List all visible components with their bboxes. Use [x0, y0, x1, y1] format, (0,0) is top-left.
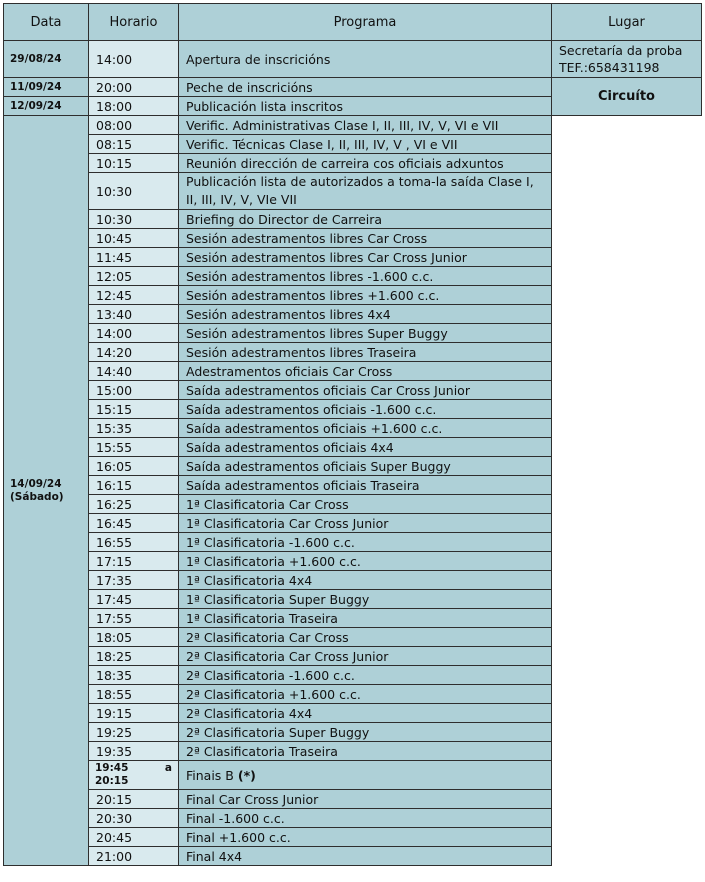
time-cell: 20:45: [89, 828, 179, 847]
time-cell: 15:55: [89, 438, 179, 457]
programa-cell: Publicación lista de autorizados a toma-la saída Clase I, II, III, IV, V, VIe VII: [179, 173, 552, 210]
programa-cell: 1ª Clasificatoria 4x4: [179, 571, 552, 590]
table-row: [4, 495, 702, 514]
programa-cell: Verific. Administrativas Clase I, II, III, IV, V, VI e VII: [179, 116, 552, 135]
schedule-table: [3, 3, 702, 866]
time-cell: 12:05: [89, 267, 179, 286]
programa-cell: 1ª Clasificatoria +1.600 c.c.: [179, 552, 552, 571]
time-cell: 16:25: [89, 495, 179, 514]
programa-cell: 1ª Clasificatoria Car Cross: [179, 495, 552, 514]
time-cell: 10:45: [89, 229, 179, 248]
secretaria-label: Secretaría da proba: [559, 43, 683, 58]
date-cell: 12/09/24: [4, 97, 89, 116]
table-row: [4, 790, 702, 809]
table-row: [4, 78, 702, 97]
saturday-date: 14/09/24: [10, 477, 62, 490]
table-row: [4, 809, 702, 828]
table-row: [4, 609, 702, 628]
date-cell: 11/09/24: [4, 78, 89, 97]
lugar-circuito: Circuíto: [552, 78, 702, 116]
table-row: [4, 286, 702, 305]
time-separator: a: [164, 762, 172, 774]
time-cell: 16:55: [89, 533, 179, 552]
table-row: [4, 438, 702, 457]
programa-cell: Final +1.600 c.c.: [179, 828, 552, 847]
table-row: [4, 704, 702, 723]
time-cell: 10:30: [89, 173, 179, 210]
time-cell: 15:35: [89, 419, 179, 438]
table-row: [4, 828, 702, 847]
header-lugar: Lugar: [552, 4, 702, 41]
programa-cell: 2ª Clasificatoria Traseira: [179, 742, 552, 761]
programa-cell: Final -1.600 c.c.: [179, 809, 552, 828]
table-row: [4, 552, 702, 571]
time-cell: 21:00: [89, 847, 179, 866]
programa-cell: Publicación lista inscritos: [179, 97, 552, 116]
table-row: [4, 476, 702, 495]
programa-cell: 1ª Clasificatoria Super Buggy: [179, 590, 552, 609]
table-row: [4, 41, 702, 78]
table-row: [4, 343, 702, 362]
time-cell: 10:30: [89, 210, 179, 229]
table-row: [4, 533, 702, 552]
time-cell: 13:40: [89, 305, 179, 324]
programa-cell: Sesión adestramentos libres Traseira: [179, 343, 552, 362]
programa-cell: Sesión adestramentos libres 4x4: [179, 305, 552, 324]
table-row: [4, 154, 702, 173]
time-cell: 20:00: [89, 78, 179, 97]
time-cell: 14:00: [89, 324, 179, 343]
table-row: [4, 571, 702, 590]
finais-b-label: Finais B: [186, 767, 234, 783]
table-row: [4, 324, 702, 343]
programa-cell: [179, 761, 552, 790]
table-row: [4, 381, 702, 400]
time-cell: 16:05: [89, 457, 179, 476]
programa-cell: 1ª Clasificatoria -1.600 c.c.: [179, 533, 552, 552]
table-row: [4, 248, 702, 267]
time-cell: 17:35: [89, 571, 179, 590]
table-row: [4, 267, 702, 286]
table-row: [4, 457, 702, 476]
table-row: [4, 590, 702, 609]
programa-cell: Sesión adestramentos libres Super Buggy: [179, 324, 552, 343]
time-cell: 16:45: [89, 514, 179, 533]
table-row: [4, 116, 702, 135]
time-cell: 20:30: [89, 809, 179, 828]
programa-cell: 1ª Clasificatoria Traseira: [179, 609, 552, 628]
time-cell: 19:15: [89, 704, 179, 723]
header-row: [4, 4, 702, 41]
time-cell: 17:55: [89, 609, 179, 628]
time-cell: 17:45: [89, 590, 179, 609]
time-cell: 14:00: [89, 41, 179, 78]
programa-cell: Saída adestramentos oficiais 4x4: [179, 438, 552, 457]
time-cell: 18:55: [89, 685, 179, 704]
time-to: 20:15: [95, 775, 129, 787]
programa-cell: Peche de inscricións: [179, 78, 552, 97]
table-row: [4, 400, 702, 419]
date-cell: 29/08/24: [4, 41, 89, 78]
programa-cell: Saída adestramentos oficiais Traseira: [179, 476, 552, 495]
table-row: [4, 847, 702, 866]
table-row: [4, 742, 702, 761]
programa-cell: 2ª Clasificatoria 4x4: [179, 704, 552, 723]
table-row: [4, 419, 702, 438]
programa-cell: Reunión dirección de carreira cos oficiais adxuntos: [179, 154, 552, 173]
time-cell: 08:15: [89, 135, 179, 154]
time-cell: 08:00: [89, 116, 179, 135]
time-cell: 14:40: [89, 362, 179, 381]
time-cell: 18:05: [89, 628, 179, 647]
programa-cell: Saída adestramentos oficiais Car Cross Junior: [179, 381, 552, 400]
time-cell: 19:25: [89, 723, 179, 742]
table-row: [4, 723, 702, 742]
programa-cell: 2ª Clasificatoria +1.600 c.c.: [179, 685, 552, 704]
time-cell: 14:20: [89, 343, 179, 362]
table-row: [4, 761, 702, 790]
programa-cell: Sesión adestramentos libres -1.600 c.c.: [179, 267, 552, 286]
header-horario: Horario: [89, 4, 179, 41]
secretaria-phone: TEF.:658431198: [559, 60, 660, 75]
table-row: [4, 305, 702, 324]
programa-cell: Sesión adestramentos libres Car Cross: [179, 229, 552, 248]
programa-cell: Final 4x4: [179, 847, 552, 866]
table-row: [4, 666, 702, 685]
time-cell: 11:45: [89, 248, 179, 267]
programa-cell: Saída adestramentos oficiais -1.600 c.c.: [179, 400, 552, 419]
time-cell: 15:15: [89, 400, 179, 419]
table-row: [4, 135, 702, 154]
programa-cell: 2ª Clasificatoria -1.600 c.c.: [179, 666, 552, 685]
time-cell: 18:00: [89, 97, 179, 116]
programa-cell: Saída adestramentos oficiais +1.600 c.c.: [179, 419, 552, 438]
table-row: [4, 173, 702, 210]
time-cell: 16:15: [89, 476, 179, 495]
table-row: [4, 229, 702, 248]
time-cell: 10:15: [89, 154, 179, 173]
programa-cell: Sesión adestramentos libres +1.600 c.c.: [179, 286, 552, 305]
date-cell-saturday: [4, 116, 89, 866]
time-cell: 18:35: [89, 666, 179, 685]
finais-b-note: (*): [237, 767, 256, 783]
programa-cell: Saída adestramentos oficiais Super Buggy: [179, 457, 552, 476]
header-programa: Programa: [179, 4, 552, 41]
time-cell: 15:00: [89, 381, 179, 400]
table-row: [4, 514, 702, 533]
table-row: [4, 628, 702, 647]
time-cell: 20:15: [89, 790, 179, 809]
programa-cell: 2ª Clasificatoria Car Cross Junior: [179, 647, 552, 666]
programa-cell: Adestramentos oficiais Car Cross: [179, 362, 552, 381]
programa-cell: Apertura de inscricións: [179, 41, 552, 78]
time-from: 19:45: [95, 762, 129, 774]
programa-cell: 1ª Clasificatoria Car Cross Junior: [179, 514, 552, 533]
time-cell: 12:45: [89, 286, 179, 305]
time-cell: 17:15: [89, 552, 179, 571]
saturday-day: (Sábado): [10, 490, 64, 503]
table-row: [4, 210, 702, 229]
programa-cell: Sesión adestramentos libres Car Cross Junior: [179, 248, 552, 267]
table-row: [4, 647, 702, 666]
programa-cell: 2ª Clasificatoria Super Buggy: [179, 723, 552, 742]
time-cell: 18:25: [89, 647, 179, 666]
header-data: Data: [4, 4, 89, 41]
table-row: [4, 685, 702, 704]
programa-cell: Final Car Cross Junior: [179, 790, 552, 809]
time-range-cell: [89, 761, 179, 790]
lugar-secretaria: [552, 41, 702, 78]
time-cell: 19:35: [89, 742, 179, 761]
programa-cell: 2ª Clasificatoria Car Cross: [179, 628, 552, 647]
programa-cell: Briefing do Director de Carreira: [179, 210, 552, 229]
table-row: [4, 362, 702, 381]
programa-cell: Verific. Técnicas Clase I, II, III, IV, V , VI e VII: [179, 135, 552, 154]
